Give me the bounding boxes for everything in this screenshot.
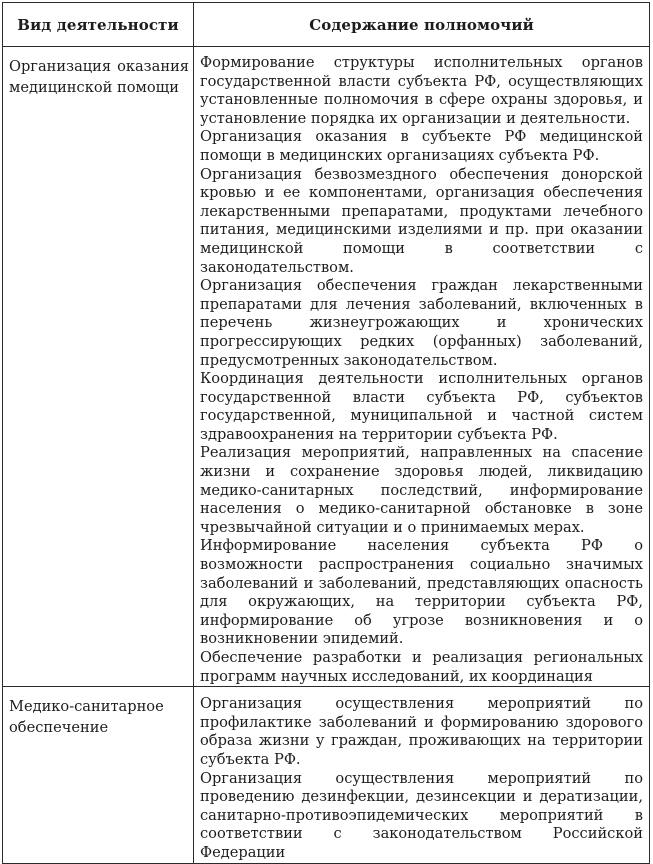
power-item: Информирование населения субъекта РФ о возможности распространения социально значимых заболеваний и заболеваний, представляющих опасность для окружающих, на территории субъекта РФ, информирование об угрозе возникновения и о возникновении эпидемий. — [200, 537, 643, 648]
power-item: Организация обеспечения граждан лекарственными препаратами для лечения заболеваний, включенных в перечень жизнеугрожающих и хронических прогрессирующих редких (орфанных) заболеваний, предусмотренных законодательством. — [200, 277, 643, 369]
activity-cell: Организация оказания медицинской помощи — [3, 47, 194, 687]
power-item: Формирование структуры исполнительных органов государственной власти субъекта РФ, осуществляющих установленные полномочия в сфере охраны здоровья, и установление порядка их организации и деятельности. — [200, 54, 643, 127]
powers-cell — [194, 47, 650, 687]
powers-table — [2, 2, 650, 864]
power-item: Организация оказания в субъекте РФ медицинской помощи в медицинских организациях субъекта РФ. — [200, 128, 643, 164]
power-item: Обеспечение разработки и реализация региональных программ научных исследований, их координация — [200, 649, 643, 685]
activity-cell: Медико-санитарное обеспечение — [3, 687, 194, 863]
power-item: Координация деятельности исполнительных органов государственной власти субъекта РФ, субъектов государственной, муниципальной и частной систем здравоохранения на территории субъекта РФ. — [200, 370, 643, 443]
power-item: Организация осуществления мероприятий по проведению дезинфекции, дезинсекции и дератизации, санитарно-противоэпидемических мероприятий в соответствии с законодательством Российской Федерации — [200, 769, 643, 861]
table-header-row — [3, 3, 650, 47]
header-powers-content: Содержание полномочий — [194, 3, 650, 47]
powers-cell — [194, 687, 650, 863]
header-activity-type: Вид деятельности — [3, 3, 194, 47]
power-item: Организация безвозмездного обеспечения донорской кровью и ее компонентами, организация обеспечения лекарственными препаратами, продуктами лечебного питания, медицинскими изделиями и пр. при оказании медицинской помощи в соответствии с законодательством. — [200, 165, 643, 276]
table-row — [3, 47, 650, 687]
table-row — [3, 687, 650, 863]
power-item: Реализация мероприятий, направленных на спасение жизни и сохранение здоровья людей, ликвидацию медико-санитарных последствий, информирование населения о медико-санитарной обстановке в зоне чрезвычайной ситуации и о принимаемых мерах. — [200, 444, 643, 536]
power-item: Организация осуществления мероприятий по профилактике заболеваний и формированию здорового образа жизни у граждан, проживающих на территории субъекта РФ. — [200, 695, 643, 768]
